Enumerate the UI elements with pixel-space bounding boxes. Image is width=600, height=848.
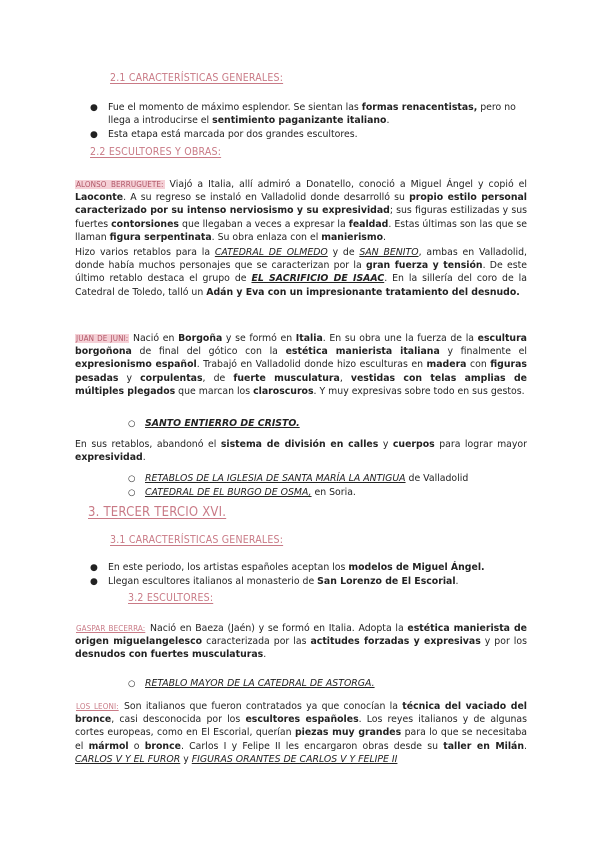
section-3-1-heading	[110, 534, 283, 546]
bullet-item: Llegan escultores italianos al monasterio de San Lorenzo de El Escorial.	[108, 576, 459, 587]
sub-bullet-circle: ○	[128, 474, 136, 484]
section-2-1-heading	[110, 72, 283, 84]
berruguete-paragraph: ALONSO BERRUGUETE: Viajó a Italia, allí admiró a Donatello, conoció a Miguel Ángel y copió el Laoconte. A su regreso se instaló en Valladolid donde desarrolló su propio estilo personal caracterizado por su intenso nerviosismo y su expresividad; sus figuras estilizadas y sus fuertes contorsiones que llegaban a veces a expresar la fealdad. Estas últimas son las que se llaman figura serpentinata. Su obra enlaza con el manierismo.	[75, 179, 527, 243]
work-item: RETABLOS DE LA IGLESIA DE SANTA MARÍA LA ANTIGUA de Valladolid	[145, 473, 469, 484]
bullet-item: En este periodo, los artistas españoles aceptan los modelos de Miguel Ángel.	[108, 562, 485, 573]
heading-text: 3.2 ESCULTORES:	[128, 592, 214, 604]
leoni-paragraph: LOS LEONI: Son italianos que fueron contratados ya que conocían la técnica del vaciado del bronce, casi desconocida por los escultores españoles. Los reyes italianos y de algunas cortes europeas, como en El Escorial, querían piezas muy grandes para lo que se necesitaba el mármol o bronce. Carlos I y Felipe II les encargaron obras desde su taller en Milán. CARLOS V Y EL FUROR y FIGURAS ORANTES DE CARLOS V Y FELIPE II	[75, 701, 528, 765]
heading-text: 3. TERCER TERCIO XVI.	[88, 505, 227, 520]
bullet-dot: ●	[90, 103, 98, 113]
artist-tag: ALONSO BERRUGUETE:	[76, 180, 164, 189]
heading-text: 2.2 ESCULTORES Y OBRAS:	[90, 146, 222, 158]
work-item: SANTO ENTIERRO DE CRISTO.	[145, 418, 300, 429]
bullet-item: Esta etapa está marcada por dos grandes escultores.	[108, 129, 358, 140]
bullet-dot: ●	[90, 563, 98, 573]
artist-tag: GASPAR BECERRA:	[76, 624, 146, 633]
bullet-dot: ●	[90, 130, 98, 140]
heading-text: 2.1 CARACTERÍSTICAS GENERALES:	[110, 72, 284, 84]
work-item: RETABLO MAYOR DE LA CATEDRAL DE ASTORGA.	[145, 678, 375, 689]
juni-paragraph: JUAN DE JUNI: Nació en Borgoña y se formó en Italia. En su obra une la fuerza de la escultura borgoñona de final del gótico con la estética manierista italiana y finalmente el expresionismo español. Trabajó en Valladolid donde hizo esculturas en madera con figuras pesadas y corpulentas, de fuerte musculatura, vestidas con telas amplias de múltiples plegados que marcan los claroscuros. Y muy expresivas sobre todo en sus gestos.	[75, 333, 528, 397]
sub-bullet-circle: ○	[128, 679, 136, 689]
artist-tag: JUAN DE JUNI:	[76, 334, 129, 343]
work-item: CATEDRAL DE EL BURGO DE OSMA, en Soria.	[145, 487, 356, 498]
becerra-paragraph: GASPAR BECERRA: Nació en Baeza (Jaén) y se formó en Italia. Adopta la estética manierista de origen miguelangelesco caracterizada por las actitudes forzadas y expresivas y por los desnudos con fuertes musculaturas.	[75, 623, 527, 661]
sub-bullet-circle: ○	[128, 488, 136, 498]
sub-bullet-circle: ○	[128, 419, 136, 429]
bullet-dot: ●	[90, 577, 98, 587]
artist-tag: LOS LEONI:	[76, 702, 119, 711]
section-3-2-heading	[128, 592, 213, 604]
heading-text: 3.1 CARACTERÍSTICAS GENERALES:	[110, 534, 284, 546]
section-3-heading	[88, 505, 226, 520]
juni-paragraph-2: En sus retablos, abandonó el sistema de división en calles y cuerpos para lograr mayor expresividad.	[75, 439, 527, 464]
berruguete-paragraph-2: Hizo varios retablos para la CATEDRAL DE OLMEDO y de SAN BENITO, ambas en Valladolid, donde había muchos personajes que se caracterizan por la gran fuerza y tensión. De este último retablo destaca el grupo de EL SACRIFICIO DE ISAAC. En la sillería del coro de la Catedral de Toledo, talló un Adán y Eva con un impresionante tratamiento del desnudo.	[75, 247, 528, 298]
section-2-2-heading	[90, 146, 221, 158]
bullet-item: Fue el momento de máximo esplendor. Se sientan las formas renacentistas, pero no llega a introducirse el sentimiento paganizante italiano.	[108, 102, 516, 127]
